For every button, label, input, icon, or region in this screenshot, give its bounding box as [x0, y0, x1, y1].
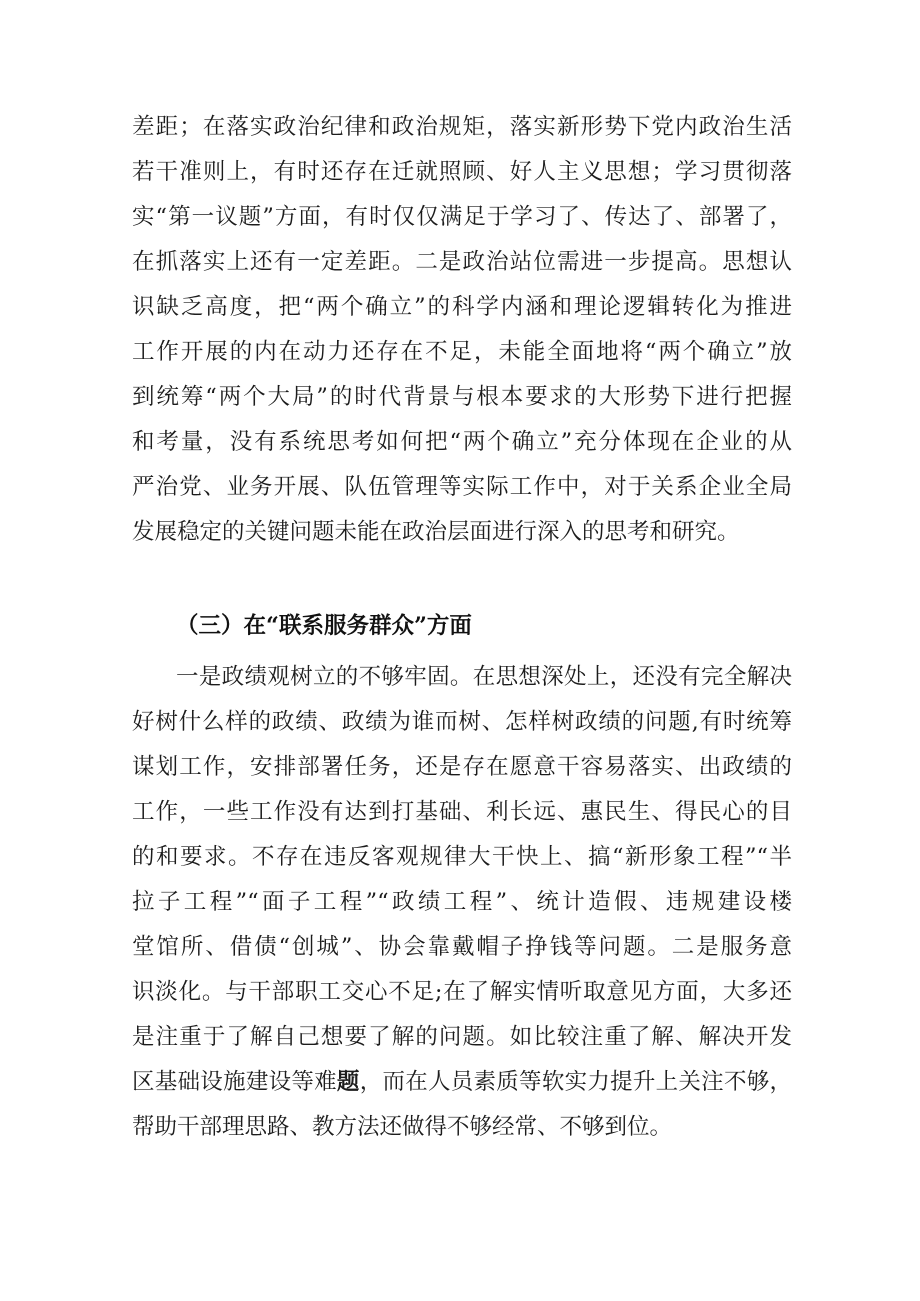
- paragraph-2-line-10: [132, 1062, 792, 1102]
- paragraph-2-line-8: 识淡化。与干部职工交心不足;在了解实情听取意见方面，大多还: [132, 979, 792, 1005]
- paragraph-2-line-10-end: ，而在人员素质等软实力提升上关注不够，: [359, 1069, 792, 1095]
- paragraph-1-line-4: 在抓落实上还有一定差距。二是政治站位需进一步提高。思想认: [132, 249, 792, 275]
- paragraph-1-line-2: 若干准则上，有时还存在迁就照顾、好人主义思想；学习贯彻落: [132, 159, 792, 185]
- paragraph-1-line-7: 到统筹“两个大局”的时代背景与根本要求的大形势下进行把握: [132, 384, 792, 410]
- paragraph-2-line-1: 一是政绩观树立的不够牢固。在思想深处上，还没有完全解决: [176, 664, 792, 690]
- paragraph-2-line-11: 帮助干部理思路、教方法还做得不够经常、不够到位。: [132, 1114, 673, 1140]
- paragraph-2-line-9: 是注重于了解自己想要了解的问题。如比较注重了解、解决开发: [132, 1024, 792, 1050]
- paragraph-2-line-3: 谋划工作，安排部署任务，还是存在愿意干容易落实、出政绩的: [132, 754, 792, 780]
- paragraph-1-line-6: 工作开展的内在动力还存在不足，未能全面地将“两个确立”放: [132, 339, 792, 365]
- paragraph-2-line-5: 的和要求。不存在违反客观规律大干快上、搞“新形象工程”“半: [132, 844, 792, 870]
- paragraph-1-line-1: 差距；在落实政治纪律和政治规矩，落实新形势下党内政治生活: [132, 114, 792, 140]
- paragraph-1-line-3: 实“第一议题”方面，有时仅仅满足于学习了、传达了、部署了，: [132, 204, 792, 230]
- paragraph-1-line-8: 和考量，没有系统思考如何把“两个确立”充分体现在企业的从: [132, 429, 792, 455]
- section-heading: （三）在“联系服务群众”方面: [176, 613, 472, 639]
- paragraph-2-line-10-bold-char: 题: [336, 1069, 360, 1095]
- paragraph-1-line-10: 发展稳定的关键问题未能在政治层面进行深入的思考和研究。: [132, 519, 740, 545]
- paragraph-2-line-7: 堂馆所、借债“创城”、协会靠戴帽子挣钱等问题。二是服务意: [132, 934, 792, 960]
- paragraph-2-line-4: 工作，一些工作没有达到打基础、利长远、惠民生、得民心的目: [132, 799, 792, 825]
- paragraph-1-line-5: 识缺乏高度，把“两个确立”的科学内涵和理论逻辑转化为推进: [132, 294, 792, 320]
- paragraph-2-line-6: 拉子工程”“面子工程”“政绩工程”、统计造假、违规建设楼: [132, 889, 792, 915]
- paragraph-2-line-2: 好树什么样的政绩、政绩为谁而树、怎样树政绩的问题,有时统筹: [132, 709, 792, 735]
- paragraph-1-line-9: 严治党、业务开展、队伍管理等实际工作中，对于关系企业全局: [132, 474, 792, 500]
- paragraph-2-line-10-start: 区基础设施建设等难: [132, 1069, 337, 1095]
